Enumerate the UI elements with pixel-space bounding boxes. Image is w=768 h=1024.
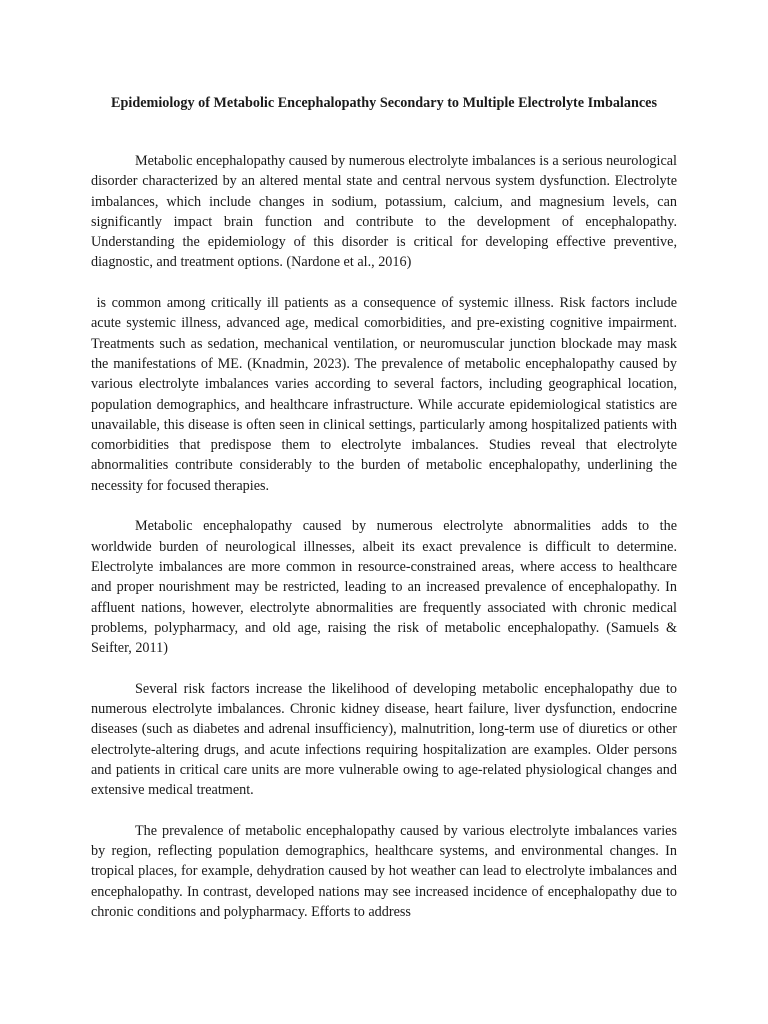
- document-title: Epidemiology of Metabolic Encephalopathy Secondary to Multiple Electrolyte Imbalances: [111, 95, 657, 111]
- paragraph-4: Several risk factors increase the likelihood of developing metabolic encephalopathy due to numerous electrolyte imbalances. Chronic kidney disease, heart failure, liver dysfunction, endocrine diseases (such as diabetes and adrenal insufficiency), malnutrition, long-term use of diuretics or other electrolyte-altering drugs, and acute infections requiring hospitalization are examples. Older persons and patients in critical care units are more vulnerable owing to age-related physiological changes and extensive medical treatment.: [91, 680, 677, 799]
- paragraph-5: The prevalence of metabolic encephalopathy caused by various electrolyte imbalances varies by region, reflecting population demographics, healthcare systems, and environmental changes. In tropical places, for example, dehydration caused by hot weather can lead to electrolyte imbalances and encephalopathy. In contrast, developed nations may see increased incidence of encephalopathy due to chronic conditions and polypharmacy. Efforts to address: [91, 822, 677, 920]
- paragraph-2: is common among critically ill patients as a consequence of systemic illness. Risk factors include acute systemic illness, advanced age, medical comorbidities, and pre-existing cognitive impairment. Treatments such as sedation, mechanical ventilation, or neuromuscular junction blockade may mask the manifestations of ME. (Knadmin, 2023). The prevalence of metabolic encephalopathy caused by various electrolyte imbalances varies according to several factors, including geographical location, population demographics, and healthcare infrastructure. While accurate epidemiological statistics are unavailable, this disease is often seen in clinical settings, particularly among hospitalized patients with comorbidities that predispose them to electrolyte imbalances. Studies reveal that electrolyte abnormalities contribute considerably to the burden of metabolic encephalopathy, underlining the necessity for focused therapies.: [91, 295, 681, 494]
- paragraph-3: Metabolic encephalopathy caused by numerous electrolyte abnormalities adds to the worldwide burden of neurological illnesses, albeit its exact prevalence is difficult to determine. Electrolyte imbalances are more common in resource-constrained areas, where access to healthcare and proper nourishment may be restricted, leading to an increased prevalence of encephalopathy. In affluent nations, however, electrolyte abnormalities are frequently associated with chronic medical problems, polypharmacy, and old age, raising the risk of metabolic encephalopathy. (Samuels & Seifter, 2011): [91, 518, 677, 657]
- document-body: [91, 151, 681, 943]
- paragraph-1: Metabolic encephalopathy caused by numerous electrolyte imbalances is a serious neurological disorder characterized by an altered mental state and central nervous system dysfunction. Electrolyte imbalances, which include changes in sodium, potassium, calcium, and magnesium levels, can significantly impact brain function and contribute to the development of encephalopathy. Understanding the epidemiology of this disorder is critical for developing effective preventive, diagnostic, and treatment options. (Nardone et al., 2016): [91, 153, 677, 271]
